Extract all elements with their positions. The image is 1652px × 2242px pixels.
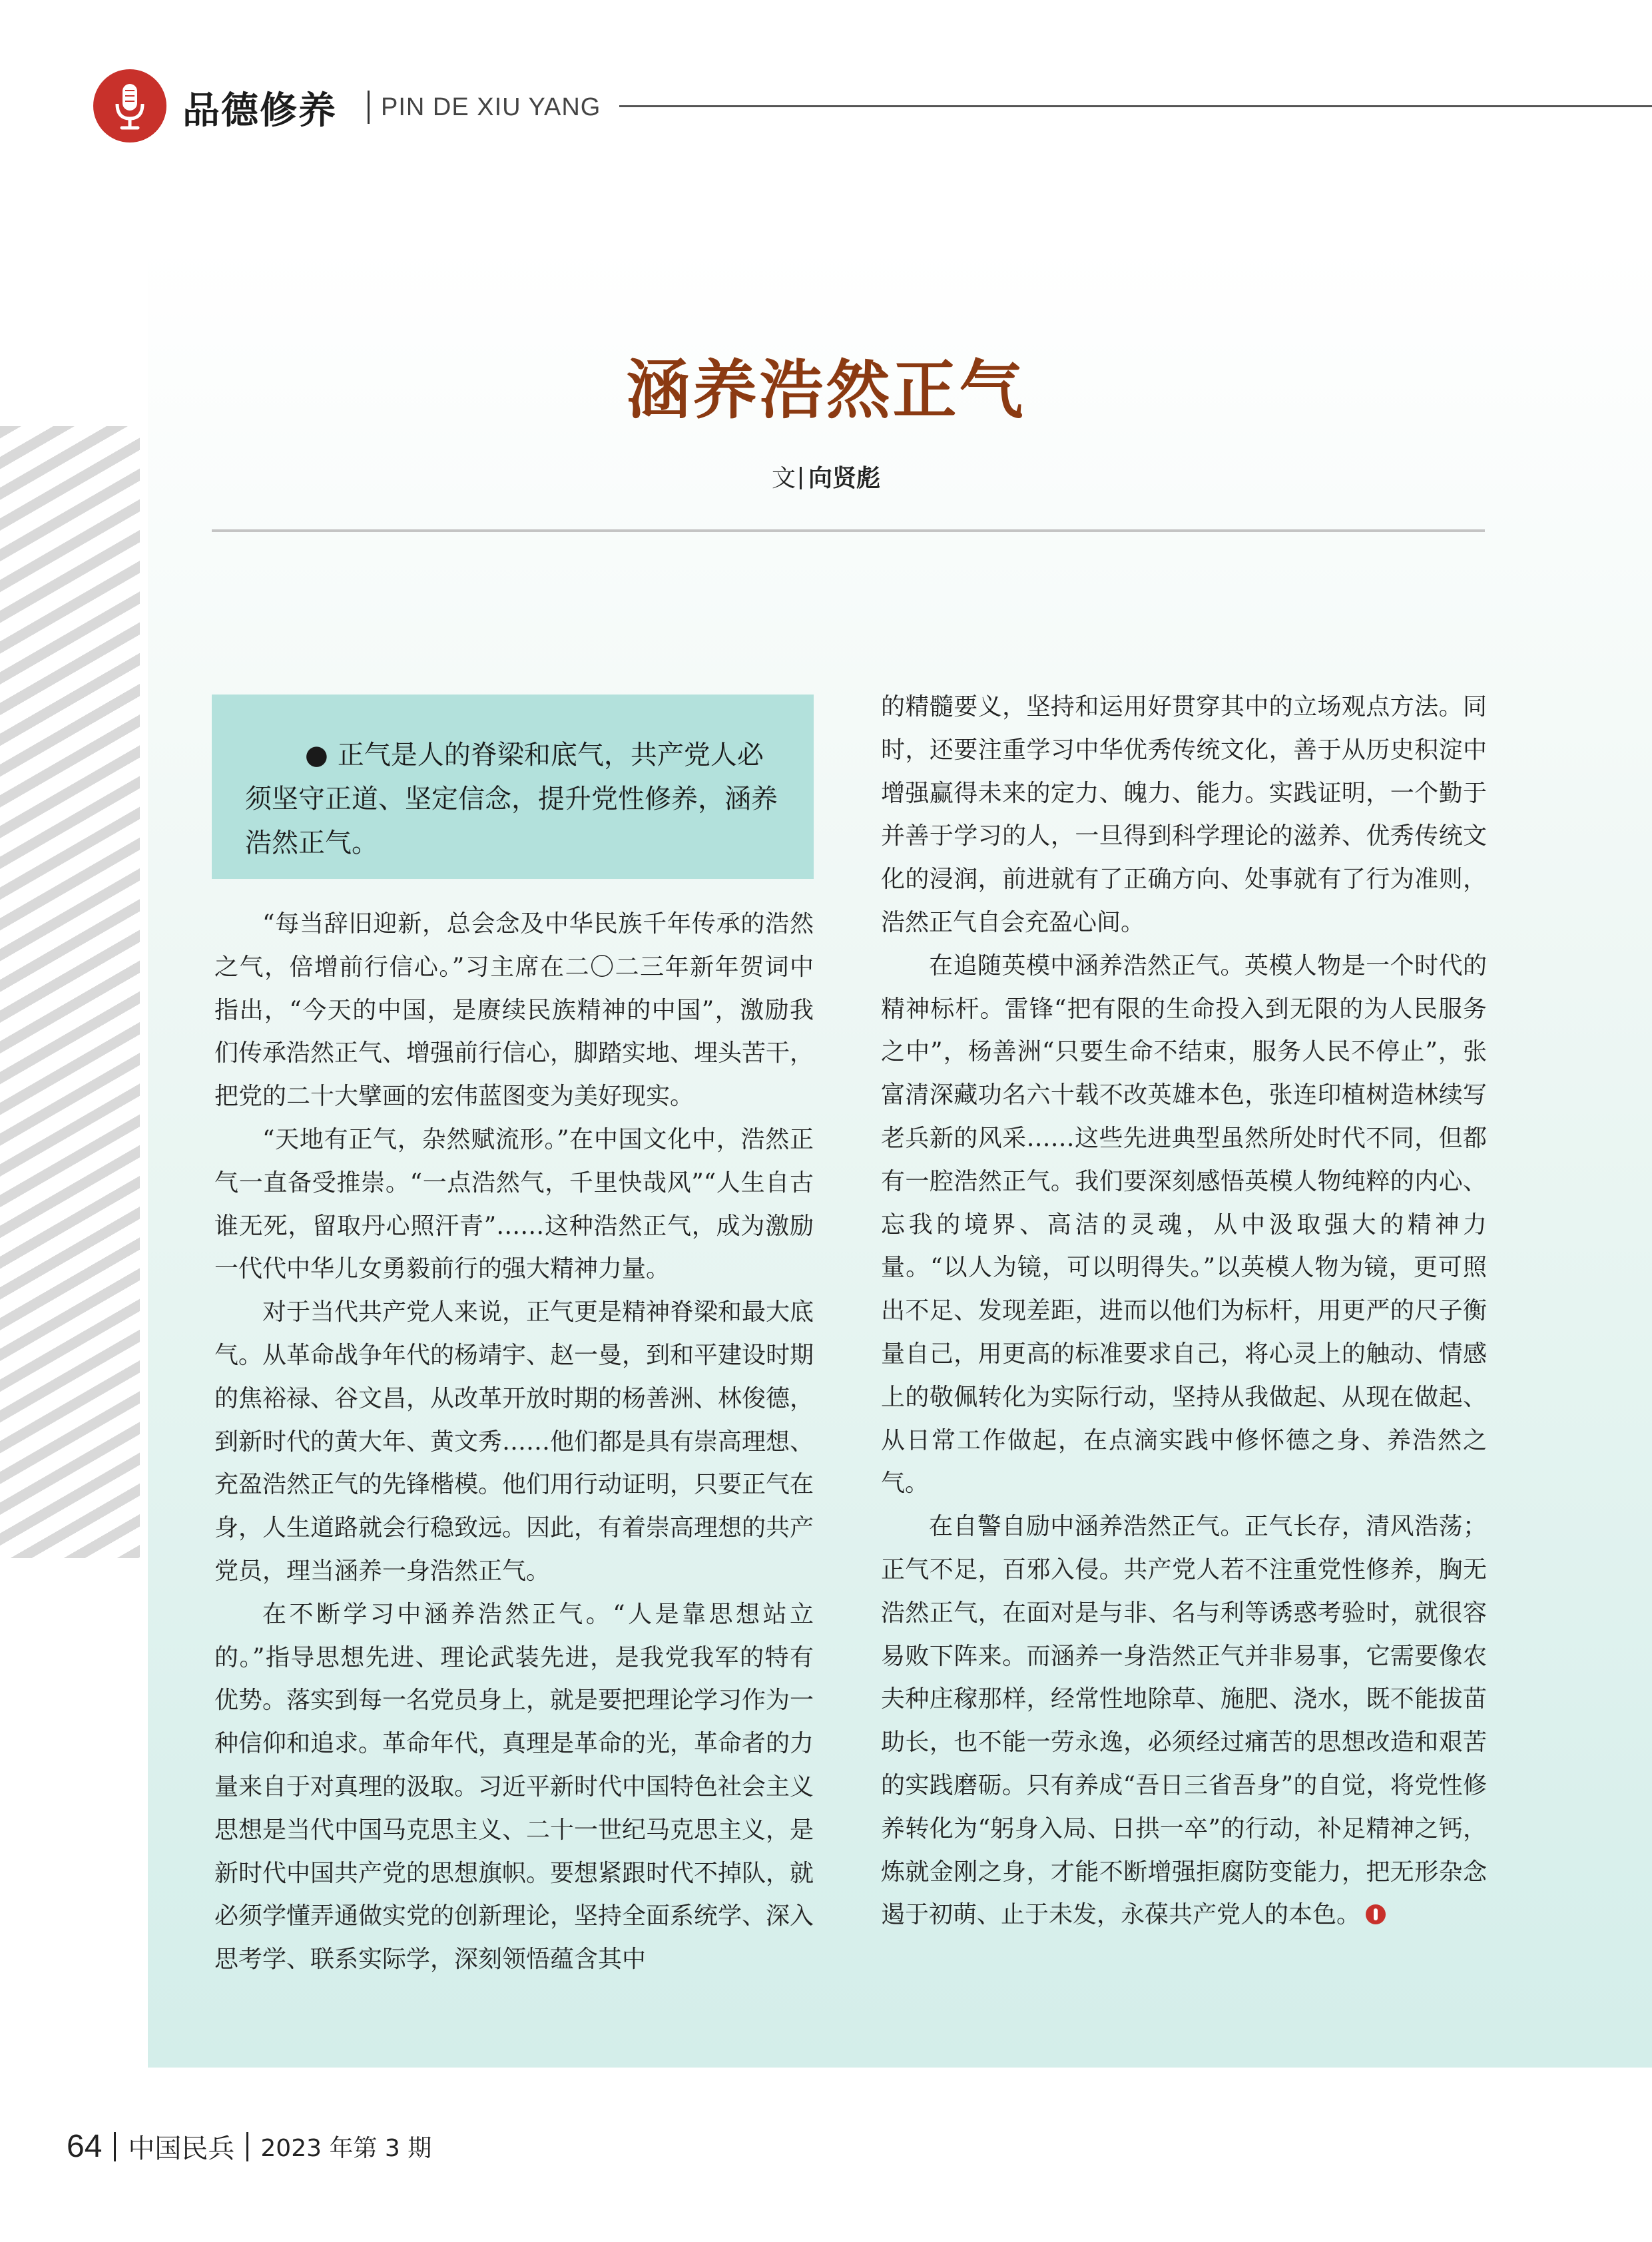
byline-divider bbox=[800, 467, 802, 489]
decorative-stripes bbox=[0, 426, 140, 1558]
right-column bbox=[881, 686, 1487, 1937]
paragraph: “每当辞旧迎新，总会念及中华民族千年传承的浩然之气，倍增前行信心。”习主席在二〇二三年新年贺词中指出，“今天的中国，是赓续民族精神的中国”，激励我们传承浩然正气、增强前行信心，脚踏实地、埋头苦干，把党的二十大擘画的宏伟蓝图变为美好现实。 bbox=[214, 910, 814, 1111]
bullet-icon: ● bbox=[305, 740, 328, 770]
microphone-icon bbox=[93, 69, 166, 142]
summary-text: 正气是人的脊梁和底气，共产党人必须坚守正道、坚定信念，提升党性修养，涵养浩然正气。 bbox=[245, 740, 778, 858]
summary-box bbox=[212, 695, 814, 879]
header-rule bbox=[619, 105, 1652, 107]
page-header bbox=[93, 69, 1652, 142]
end-mark-icon bbox=[1366, 1904, 1386, 1924]
footer-divider bbox=[246, 2132, 248, 2161]
paragraph: “天地有正气，杂然赋流形。”在中国文化中，浩然正气一直备受推崇。“一点浩然气，千里快哉风”“人生自古谁无死，留取丹心照汗青”……这种浩然正气，成为激励一代代中华儿女勇毅前行的强大精神力量。 bbox=[214, 1125, 814, 1283]
page-number: 64 bbox=[67, 2129, 103, 2164]
header-divider bbox=[368, 91, 370, 124]
byline-prefix: 文 bbox=[771, 465, 796, 492]
byline bbox=[0, 459, 1652, 493]
author-name: 向贤彪 bbox=[808, 465, 881, 492]
paragraph-continuation: 的精髓要义，坚持和运用好贯穿其中的立场观点方法。同时，还要注重学习中华优秀传统文化，善于从历史积淀中增强赢得未来的定力、魄力、能力。实践证明，一个勤于并善于学习的人，一旦得到科学理论的滋养、优秀传统文化的浸润，前进就有了正确方向、处事就有了行为准则，浩然正气自会充盈心间。 bbox=[881, 693, 1487, 936]
section-pinyin: PIN DE XIU YANG bbox=[381, 93, 601, 121]
paragraph: 对于当代共产党人来说，正气更是精神脊梁和最大底气。从革命战争年代的杨靖宇、赵一曼，到和平建设时期的焦裕禄、谷文昌，从改革开放时期的杨善洲、林俊德，到新时代的黄大年、黄文秀……他们都是具有崇高理想、充盈浩然正气的先锋楷模。他们用行动证明，只要正气在身，人生道路就会行稳致远。因此，有着崇高理想的共产党员，理当涵养一身浩然正气。 bbox=[214, 1298, 814, 1585]
issue-label: 2023 年第 3 期 bbox=[260, 2135, 432, 2162]
section-title: 品德修养 bbox=[182, 89, 337, 133]
article-title: 涵养浩然正气 bbox=[626, 352, 1026, 427]
paragraph: 在不断学习中涵养浩然正气。“人是靠思想站立的。”指导思想先进、理论武装先进，是我党我军的特有优势。落实到每一名党员身上，就是要把理论学习作为一种信仰和追求。革命年代，真理是革命的光，革命者的力量来自于对真理的汲取。习近平新时代中国特色社会主义思想是当代中国马克思主义、二十一世纪马克思主义，是新时代中国共产党的思想旗帜。要想紧跟时代不掉队，就必须学懂弄通做实党的创新理论，坚持全面系统学、深入思考学、联系实际学，深刻领悟蕴含其中 bbox=[214, 1600, 814, 1974]
paragraph-final bbox=[881, 1506, 1487, 1937]
paragraph-text: 在自警自励中涵养浩然正气。正气长存，清风浩荡；正气不足，百邪入侵。共产党人若不注重党性修养，胸无浩然正气，在面对是与非、名与利等诱惑考验时，就很容易败下阵来。而涵养一身浩然正气并非易事，它需要像农夫种庄稼那样，经常性地除草、施肥、浇水，既不能拔苗助长，也不能一劳永逸，必须经过痛苦的思想改造和艰苦的实践磨砺。只有养成“吾日三省吾身”的自觉，将党性修养转化为“躬身入局、日拱一卒”的行动，补足精神之钙，炼就金刚之身，才能不断增强拒腐防变能力，把无形杂念遏于初萌、止于未发，永葆共产党人的本色。 bbox=[881, 1513, 1487, 1929]
footer-divider bbox=[114, 2132, 116, 2161]
left-column bbox=[214, 903, 814, 1982]
title-rule bbox=[212, 529, 1485, 532]
page-footer bbox=[67, 2127, 431, 2167]
paragraph: 在追随英模中涵养浩然正气。英模人物是一个时代的精神标杆。雷锋“把有限的生命投入到无限的为人民服务之中”，杨善洲“只要生命不结束，服务人民不停止”，张富清深藏功名六十载不改英雄本色，张连印植树造林续写老兵新的风采……这些先进典型虽然所处时代不同，但都有一腔浩然正气。我们要深刻感悟英模人物纯粹的内心、忘我的境界、高洁的灵魂，从中汲取强大的精神力量。“以人为镜，可以明得失。”以英模人物为镜，更可照出不足、发现差距，进而以他们为标杆，用更严的尺子衡量自己，用更高的标准要求自己，将心灵上的触动、情感上的敬佩转化为实际行动，坚持从我做起、从现在做起、从日常工作做起，在点滴实践中修怀德之身、养浩然之气。 bbox=[881, 952, 1487, 1498]
magazine-name: 中国民兵 bbox=[128, 2133, 235, 2164]
